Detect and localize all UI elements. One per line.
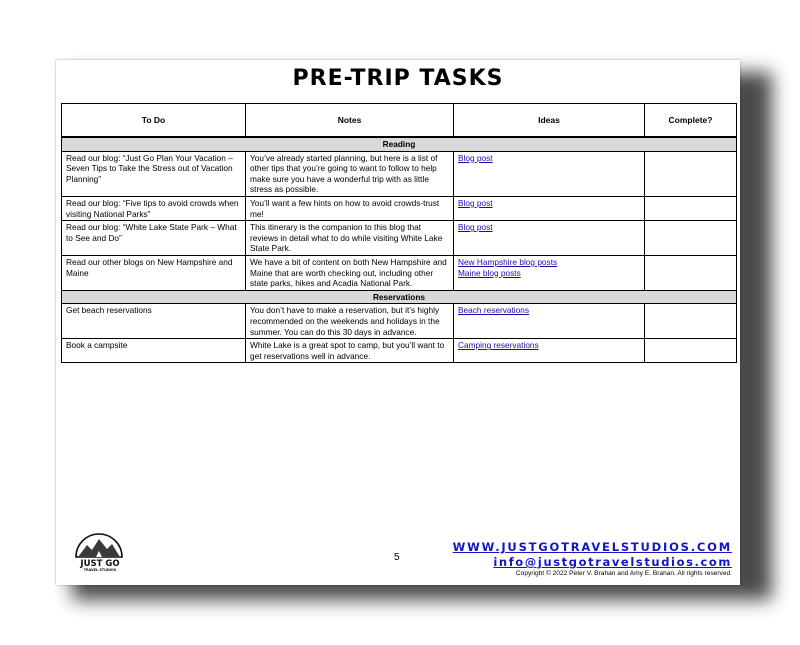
- logo-tagline: TRAVEL STUDIOS: [83, 568, 117, 572]
- table-row: [62, 339, 737, 363]
- section-row-reading: [62, 137, 737, 151]
- blog-post-link[interactable]: Blog post: [458, 197, 493, 208]
- complete-cell[interactable]: [645, 255, 737, 290]
- just-go-logo: [70, 530, 130, 572]
- new-hampshire-blog-link[interactable]: New Hampshire blog posts: [458, 256, 558, 267]
- document-page: [56, 60, 740, 585]
- notes-cell: You’ve already started planning, but here is a list of other tips that you’re going to want to follow to help make sure you have a wonderful trip with as little stress as possible.: [246, 151, 454, 196]
- maine-blog-link[interactable]: Maine blog posts: [458, 267, 521, 278]
- table-header-row: [62, 104, 737, 138]
- ideas-cell: [454, 196, 645, 220]
- column-header-notes: Notes: [246, 104, 454, 138]
- complete-cell[interactable]: [645, 221, 737, 256]
- copyright-text: Copyright © 2022 Peter V. Brahan and Amy E. Brahan. All rights reserved.: [515, 570, 732, 577]
- column-header-ideas: Ideas: [454, 104, 645, 138]
- column-header-complete: Complete?: [645, 104, 737, 138]
- beach-reservations-link[interactable]: Beach reservations: [458, 305, 530, 316]
- section-title: Reading: [62, 137, 737, 151]
- table-row: [62, 196, 737, 220]
- complete-cell[interactable]: [645, 304, 737, 339]
- table-row: [62, 221, 737, 256]
- complete-cell[interactable]: [645, 151, 737, 196]
- website-link[interactable]: WWW.JUSTGOTRAVELSTUDIOS.COM: [452, 540, 732, 554]
- todo-cell: Book a campsite: [62, 339, 246, 363]
- footer: [453, 540, 732, 577]
- email-link[interactable]: info@justgotravelstudios.com: [493, 555, 732, 569]
- notes-cell: You’ll want a few hints on how to avoid crowds-trust me!: [246, 196, 454, 220]
- page-number: 5: [394, 552, 400, 563]
- section-row-reservations: [62, 290, 737, 304]
- notes-cell: This itinerary is the companion to this blog that reviews in detail what to do while visiting White Lake State Park.: [246, 221, 454, 256]
- notes-cell: We have a bit of content on both New Hampshire and Maine that are worth checking out, including other state parks, hikes and Acadia National Park.: [246, 255, 454, 290]
- notes-cell: You don’t have to make a reservation, but it’s highly recommended on the weekends and holidays in the summer. You can do this 30 days in advance.: [246, 304, 454, 339]
- camping-reservations-link[interactable]: Camping reservations: [458, 340, 539, 351]
- todo-cell: Get beach reservations: [62, 304, 246, 339]
- todo-cell: Read our blog: “Just Go Plan Your Vacation – Seven Tips to Take the Stress out of Vacation Planning”: [62, 151, 246, 196]
- tasks-table: [61, 103, 737, 363]
- todo-cell: Read our blog: “White Lake State Park – What to See and Do”: [62, 221, 246, 256]
- todo-cell: Read our blog: “Five tips to avoid crowds when visiting National Parks”: [62, 196, 246, 220]
- column-header-todo: To Do: [62, 104, 246, 138]
- table-row: [62, 304, 737, 339]
- notes-cell: White Lake is a great spot to camp, but you’ll want to get reservations well in advance.: [246, 339, 454, 363]
- blog-post-link[interactable]: Blog post: [458, 222, 493, 233]
- section-title: Reservations: [62, 290, 737, 304]
- complete-cell[interactable]: [645, 196, 737, 220]
- ideas-cell: [454, 339, 645, 363]
- ideas-cell: [454, 255, 645, 290]
- logo-wordmark: JUST GO: [80, 559, 120, 569]
- complete-cell[interactable]: [645, 339, 737, 363]
- table-row: [62, 255, 737, 290]
- ideas-cell: [454, 151, 645, 196]
- ideas-cell: [454, 221, 645, 256]
- todo-cell: Read our other blogs on New Hampshire and Maine: [62, 255, 246, 290]
- ideas-cell: [454, 304, 645, 339]
- blog-post-link[interactable]: Blog post: [458, 152, 493, 163]
- table-row: [62, 151, 737, 196]
- page-title: PRE-TRIP TASKS: [292, 66, 504, 91]
